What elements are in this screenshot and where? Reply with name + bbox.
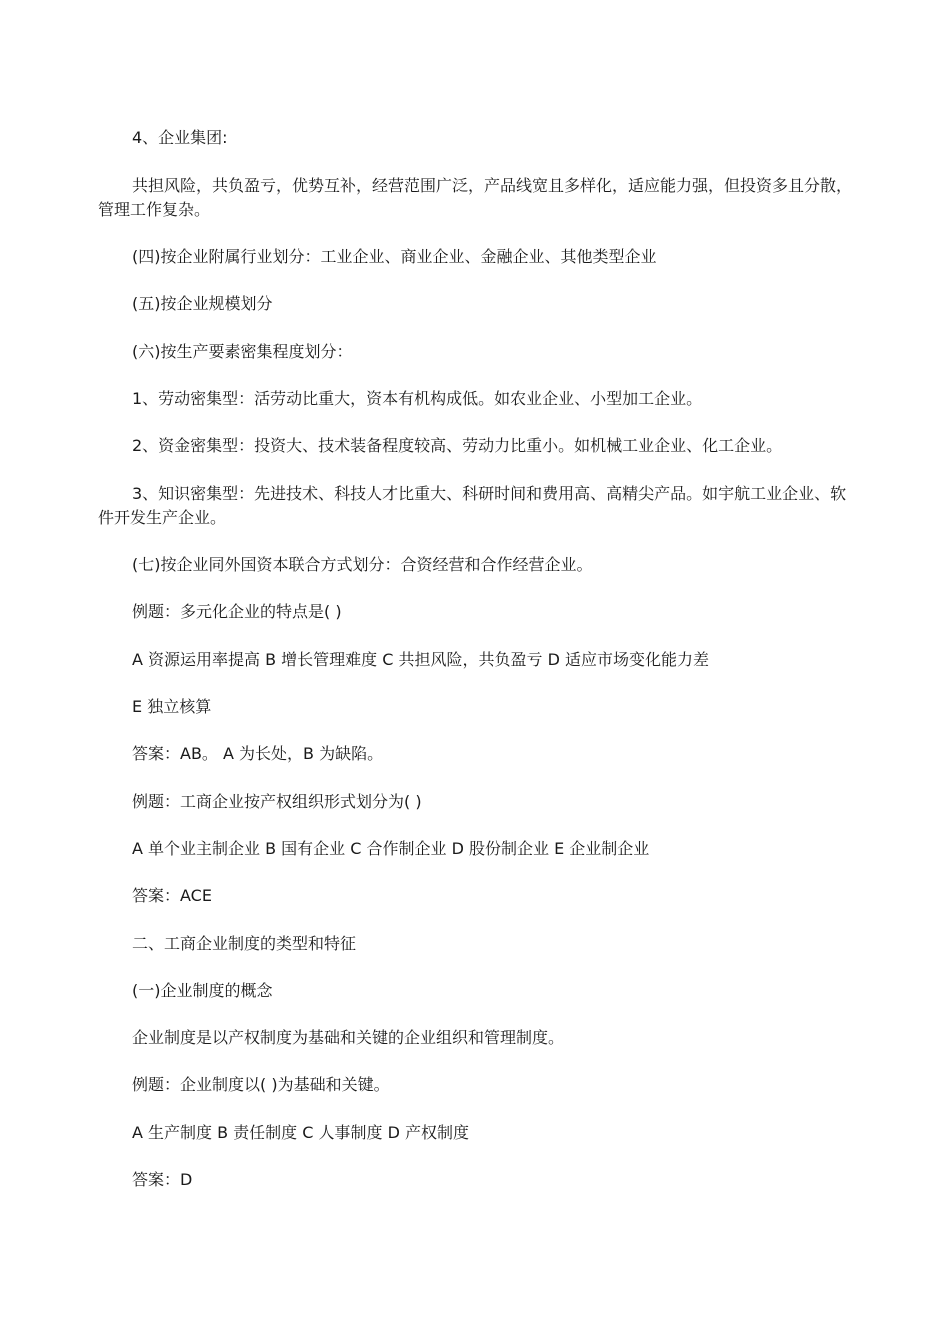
paragraph-9: (七)按企业同外国资本联合方式划分：合资经营和合作经营企业。 bbox=[132, 555, 593, 574]
paragraph-3: (四)按企业附属行业划分：工业企业、商业企业、金融企业、其他类型企业 bbox=[132, 247, 657, 266]
paragraph-22: 答案：D bbox=[132, 1170, 193, 1189]
paragraph-15: A 单个业主制企业 B 国有企业 C 合作制企业 D 股份制企业 E 企业制企业 bbox=[132, 839, 650, 858]
paragraph-7: 2、资金密集型：投资大、技术装备程度较高、劳动力比重小。如机械工业企业、化工企业。 bbox=[132, 436, 783, 455]
paragraph-20: 例题：企业制度以( )为基础和关键。 bbox=[132, 1075, 390, 1094]
paragraph-4: (五)按企业规模划分 bbox=[132, 294, 273, 313]
paragraph-17: 二、工商企业制度的类型和特征 bbox=[132, 934, 357, 953]
paragraph-13: 答案：AB。 A 为长处，B 为缺陷。 bbox=[132, 744, 384, 763]
paragraph-14: 例题：工商企业按产权组织形式划分为( ) bbox=[132, 792, 422, 811]
paragraph-5: (六)按生产要素密集程度划分： bbox=[132, 342, 353, 361]
paragraph-19: 企业制度是以产权制度为基础和关键的企业组织和管理制度。 bbox=[132, 1028, 565, 1047]
paragraph-1: 4、企业集团: bbox=[132, 128, 228, 147]
paragraph-2: 共担风险，共负盈亏，优势互补，经营范围广泛，产品线宽且多样化，适应能力强，但投资多且分散，管理工作复杂。 bbox=[98, 176, 853, 219]
paragraph-12: E 独立核算 bbox=[132, 697, 212, 716]
paragraph-10: 例题：多元化企业的特点是( ) bbox=[132, 602, 342, 621]
paragraph-18: (一)企业制度的概念 bbox=[132, 981, 273, 1000]
paragraph-21: A 生产制度 B 责任制度 C 人事制度 D 产权制度 bbox=[132, 1123, 470, 1142]
paragraph-6: 1、劳动密集型：活劳动比重大，资本有机构成低。如农业企业、小型加工企业。 bbox=[132, 389, 703, 408]
paragraph-8: 3、知识密集型：先进技术、科技人才比重大、科研时间和费用高、高精尖产品。如宇航工业企业、软件开发生产企业。 bbox=[98, 484, 847, 527]
paragraph-11: A 资源运用率提高 B 增长管理难度 C 共担风险，共负盈亏 D 适应市场变化能力差 bbox=[132, 650, 710, 669]
paragraph-16: 答案：ACE bbox=[132, 886, 212, 905]
